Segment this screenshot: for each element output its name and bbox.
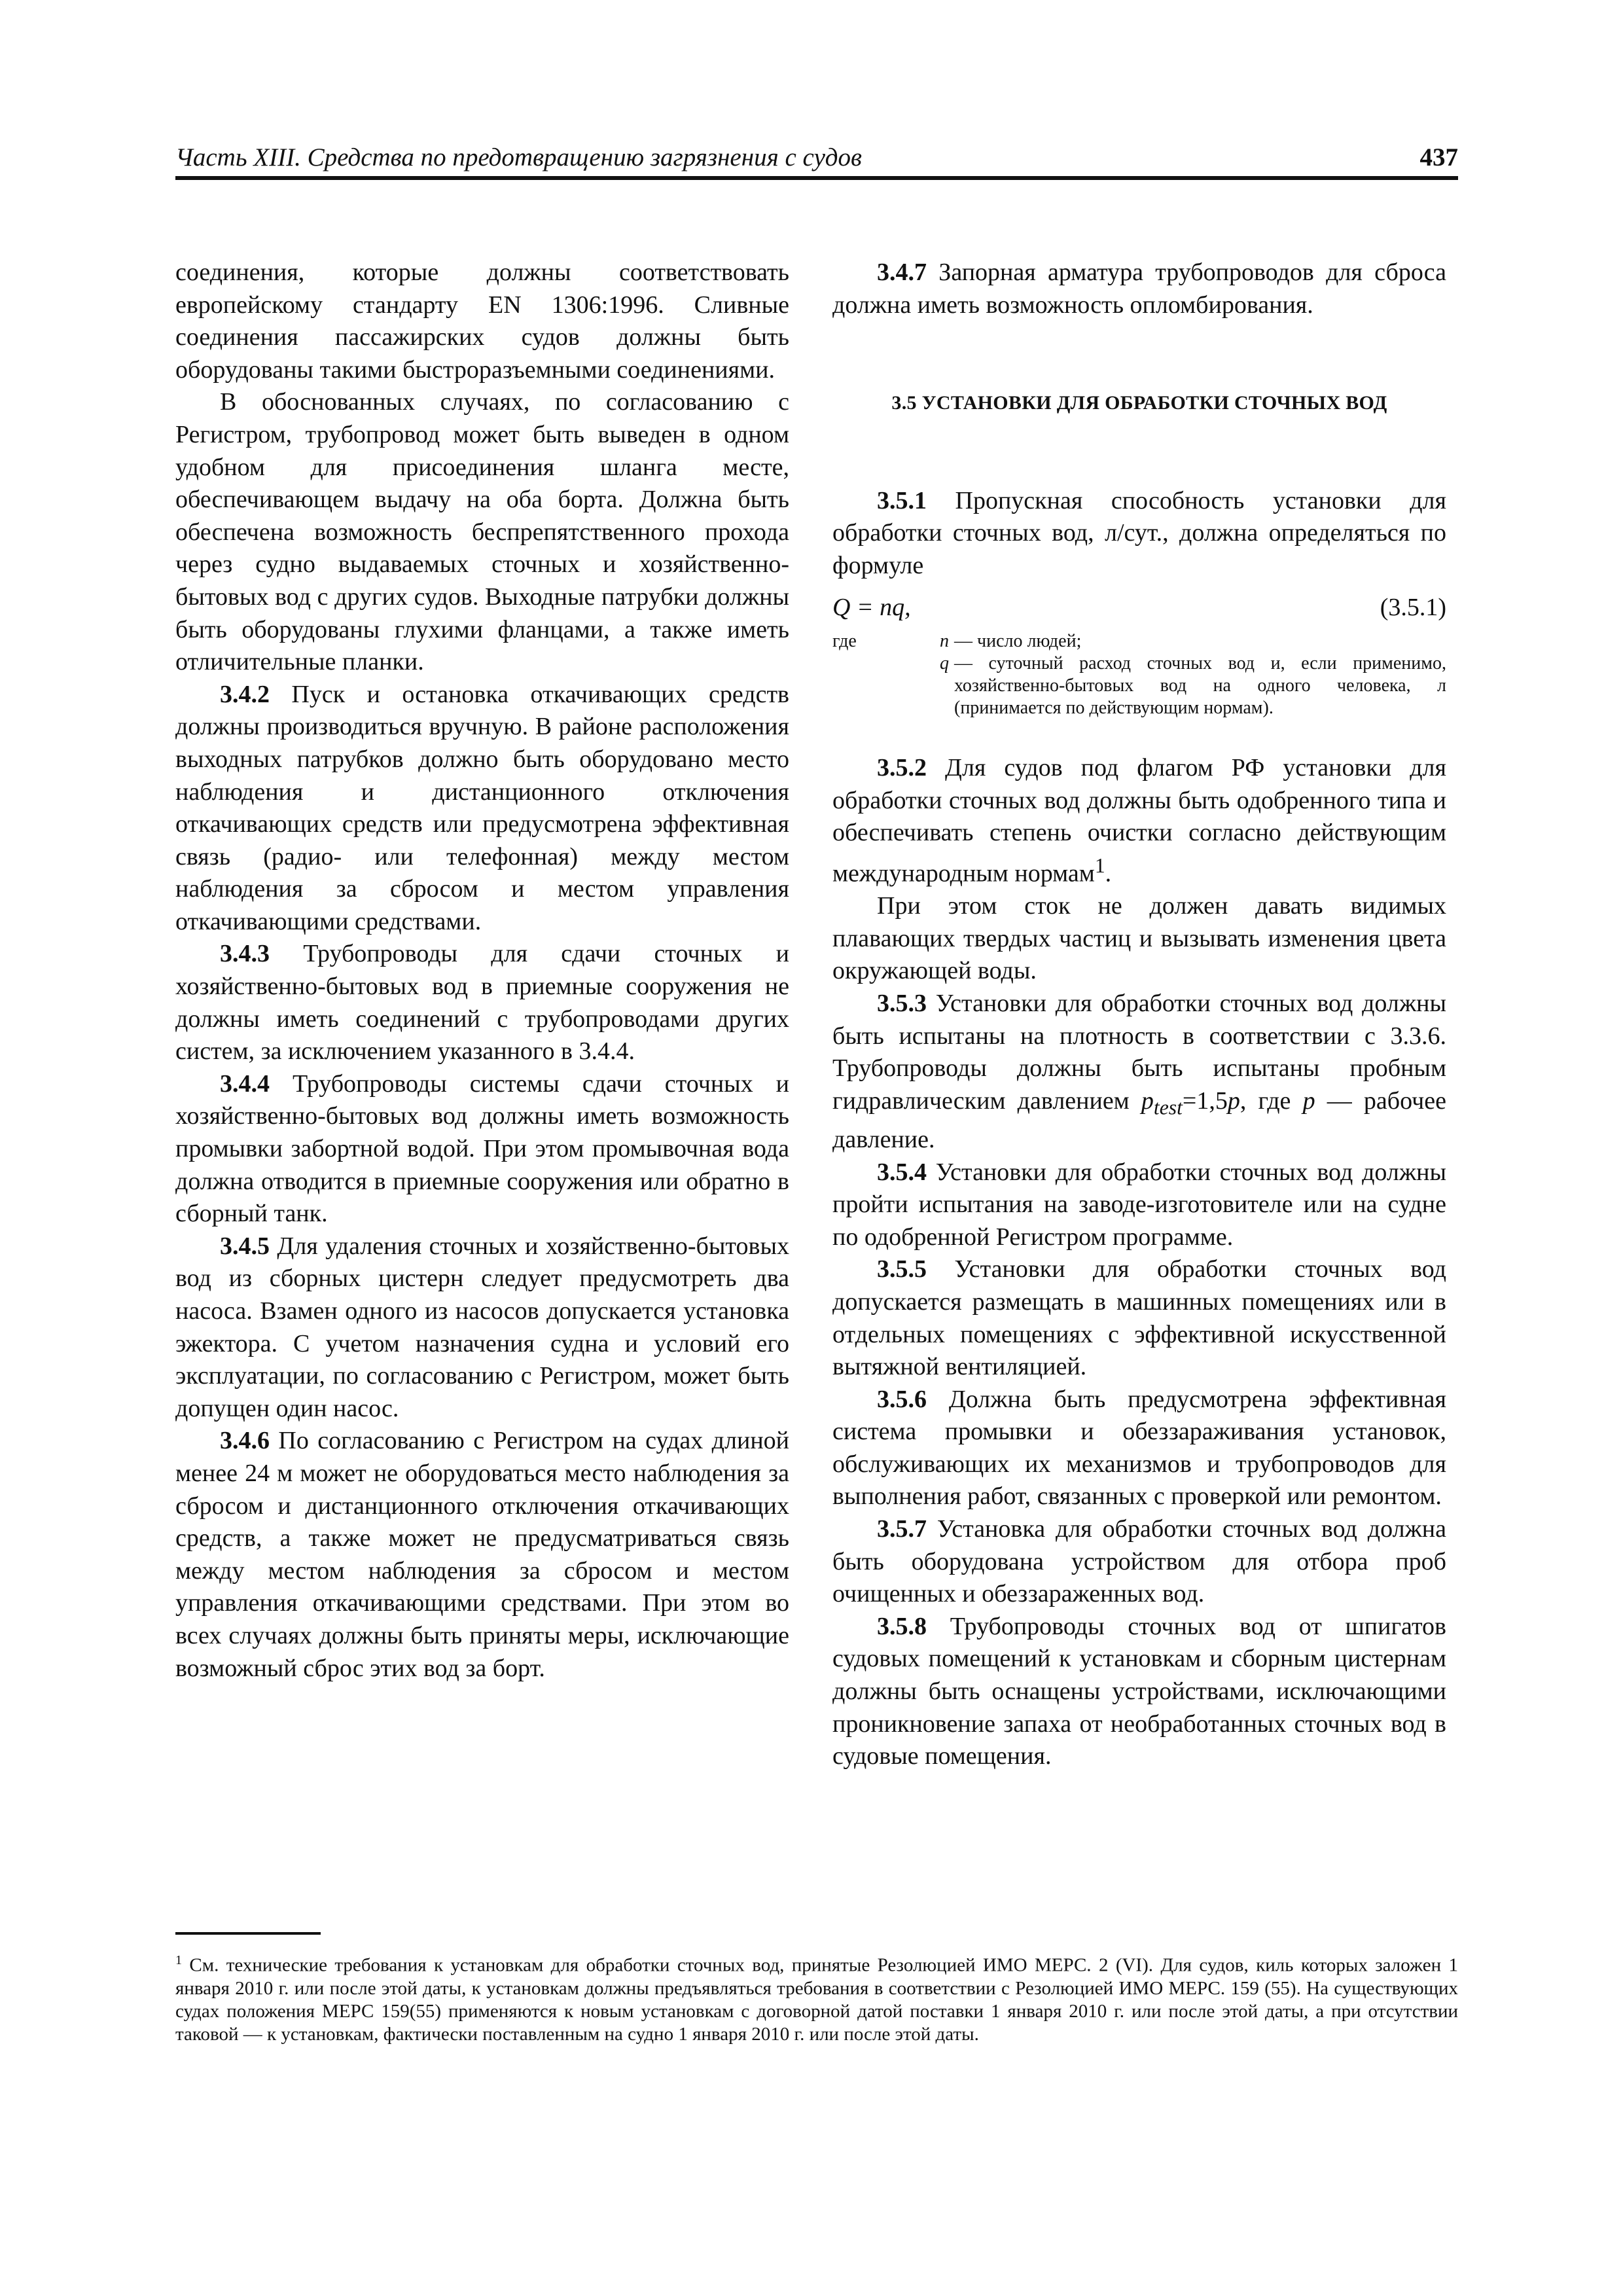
where-label: где: [832, 631, 857, 652]
footnote-text: См. технические требования к установкам для обработки сточных вод, принятые Резолюцией ИМО МЕРС. 2 (VI). Для судов, киль которых заложен 1 января 2010 г. или после этой даты, к установкам должны предъявляться требования в соответствии с Резолюцией ИМО МЕРС. 159 (55). На существующих судах положения МЕРС 159(55) применяются к новым установкам с договорной датой поставки 1 января 2010 г. или после этой даты, а при отсутствии таковой — к установкам, фактически поставленным на судно 1 января 2010 г. или после этой даты.: [175, 1954, 1458, 2045]
legend-item: n — число людей;: [904, 630, 1446, 653]
section-number: 3.5.7: [877, 1515, 927, 1543]
section-3-4-2: 3.4.2 Пуск и остановка откачивающих средств должны производиться вручную. В районе расположения выходных патрубков должно быть оборудовано место наблюдения и дистанционного отключения откачивающих средств или предусмотрена эффективная связь (радио- или телефонная) между местом наблюдения за сбросом и местом управления откачивающими средствами.: [175, 680, 789, 935]
section-heading: 3.5 УСТАНОВКИ ДЛЯ ОБРАБОТКИ СТОЧНЫХ ВОД: [891, 392, 1387, 414]
header-title: Часть XIII. Средства по предотвращению загрязнения с судов: [175, 143, 862, 171]
paragraph: В обоснованных случаях, по согласованию с Регистром, трубопровод может быть выведен в одном удобном для присоединения шланга месте, обеспечивающем выдачу на оба борта. Должна быть обеспечена возможность беспрепятственного прохода через судно выдаваемых сточных и хозяйственно-бытовых вод с других судов. Выходные патрубки должны быть оборудованы глухими фланцами, а также иметь отличительные планки.: [175, 388, 789, 676]
footnote-ref[interactable]: 1: [1094, 853, 1105, 877]
formula-expression: Q = nq,: [832, 593, 911, 621]
section-3-4-4: 3.4.4 Трубопроводы системы сдачи сточных и хозяйственно-бытовых вод должны иметь возможность промывки забортной водой. При этом промывочная вода должна отводится в приемные сооружения или обратно в сборный танк.: [175, 1069, 789, 1228]
legend-symbol: q: [940, 653, 949, 674]
section-number: 3.5.8: [877, 1612, 927, 1640]
section-3-5-5: 3.5.5 Установки для обработки сточных вод допускается размещать в машинных помещениях или в отдельных помещениях с эффективной искусственной вытяжной вентиляцией.: [832, 1255, 1446, 1381]
formula-legend: [832, 630, 1446, 719]
section-3-5-3: 3.5.3 Установки для обработки сточных вод должны быть испытаны на плотность в соответствии с 3.3.6. Трубопроводы должны быть испытаны пробным гидравлическим давлением $p_{test}=1,5p$, где p — рабочее давление.: [832, 989, 1446, 1153]
section-3-4-7: 3.4.7 Запорная арматура трубопроводов для сброса должна иметь возможность опломбирования.: [832, 259, 1446, 319]
section-3-4-3: 3.4.3 Трубопроводы для сдачи сточных и хозяйственно-бытовых вод в приемные сооружения не должны иметь соединений с трубопроводами других систем, за исключением указанного в 3.4.4.: [175, 940, 789, 1066]
footnote-rule: [175, 1932, 321, 1935]
section-number: 3.5.4: [877, 1158, 927, 1186]
section-3-4-6: 3.4.6 По согласованию с Регистром на судах длиной менее 24 м может не оборудоваться место наблюдения за сбросом и дистанционного отключения откачивающих средств, а также может не предусматриваться связь между местом наблюдения за сбросом и местом управления откачивающими средствами. При этом во всех случаях должны быть приняты меры, исключающие возможный сброс этих вод за борт.: [175, 1427, 789, 1682]
paragraph: соединения, которые должны соответствовать европейскому стандарту EN 1306:1996. Сливные соединения пассажирских судов должны быть оборудованы такими быстроразъемными соединениями.: [175, 259, 789, 384]
section-number: 3.5.3: [877, 989, 927, 1017]
formula: [832, 592, 1446, 624]
left-column: [175, 257, 789, 1685]
running-header: [175, 141, 1458, 181]
section-number: 3.4.7: [877, 259, 927, 286]
section-number: 3.4.5: [220, 1232, 270, 1260]
section-3-5-7: 3.5.7 Установка для обработки сточных вод должна быть оборудована устройством для отбора проб очищенных и обеззараженных вод.: [832, 1515, 1446, 1608]
section-number: 3.5.2: [877, 754, 927, 782]
paragraph: При этом сток не должен давать видимых плавающих твердых частиц и вызывать изменения цвета окружающей воды.: [832, 892, 1446, 985]
section-3-5-1: 3.5.1 Пропускная способность установки для обработки сточных вод, л/сут., должна определяться по формуле: [832, 486, 1446, 579]
right-column: [832, 257, 1446, 1773]
footnote: [175, 1949, 1458, 2046]
footnote-mark: 1: [175, 1953, 182, 1967]
header-rule: [175, 176, 1458, 180]
section-3-5-4: 3.5.4 Установки для обработки сточных вод должны пройти испытания на заводе-изготовителе или на судне по одобренной Регистром программе.: [832, 1158, 1446, 1251]
legend-item: q — суточный расход сточных вод и, если применимо, хозяйственно-бытовых вод на одного человека, л (принимается по действующим нормам).: [904, 653, 1446, 719]
section-number: 3.4.4: [220, 1069, 270, 1098]
section-number: 3.4.6: [220, 1427, 270, 1455]
section-3-5-6: 3.5.6 Должна быть предусмотрена эффективная система промывки и обеззараживания установок, обслуживающих их механизмов и трубопроводов для выполнения работ, связанных с проверкой или ремонтом.: [832, 1385, 1446, 1511]
section-3-5-2: 3.5.2 Для судов под флагом РФ установки для обработки сточных вод должны быть одобренного типа и обеспечивать степень очистки согласно действующим международным нормам$^1$.: [832, 754, 1446, 888]
legend-symbol: n: [940, 631, 949, 652]
section-number: 3.4.2: [220, 680, 270, 708]
section-number: 3.5.5: [877, 1255, 927, 1283]
section-number: 3.5.1: [877, 486, 927, 514]
section-3-4-5: 3.4.5 Для удаления сточных и хозяйственно-бытовых вод из сборных цистерн следует предусмотреть два насоса. Взамен одного из насосов допускается установка эжектора. С учетом назначения судна и условий его эксплуатации, по согласованию с Регистром, может быть допущен один насос.: [175, 1232, 789, 1422]
section-number: 3.4.3: [220, 940, 270, 968]
section-3-5-8: 3.5.8 Трубопроводы сточных вод от шпигатов судовых помещений к установкам и сборным цистернам должны быть оснащены устройствами, исключающими проникновение запаха от необработанных сточных вод в судовые помещения.: [832, 1612, 1446, 1770]
section-number: 3.5.6: [877, 1385, 927, 1413]
page-number: 437: [1419, 143, 1458, 171]
formula-number: (3.5.1): [1380, 593, 1446, 621]
